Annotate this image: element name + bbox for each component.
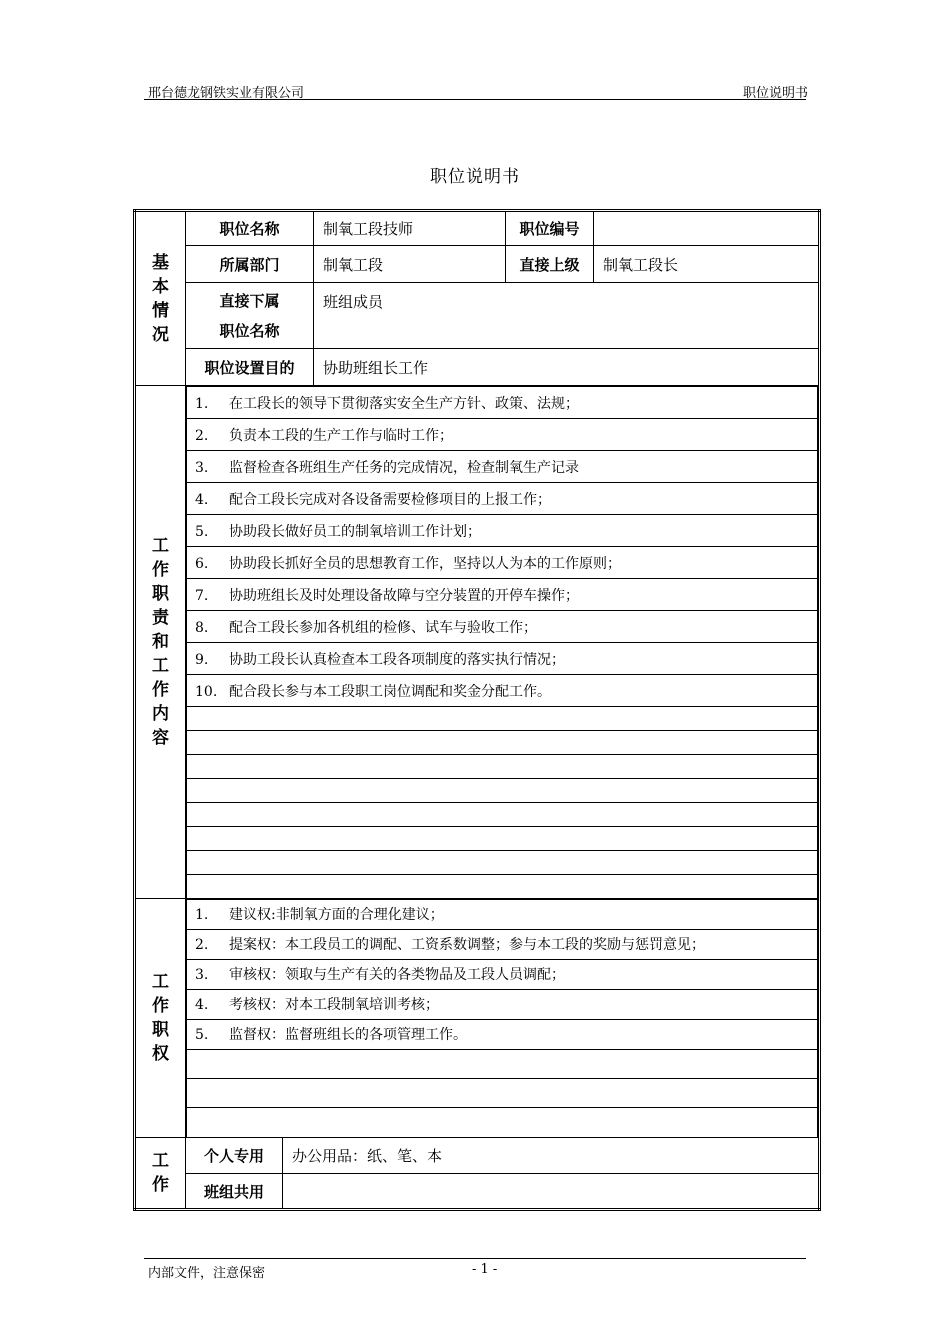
list-item: 8. 配合工段长参加各机组的检修、试车与验收工作； [187, 611, 818, 643]
subordinate-label: 直接下属 职位名称 [186, 283, 314, 349]
list-item: 7. 协助班组长及时处理设备故障与空分装置的开停车操作； [187, 579, 818, 611]
job-description-table [133, 209, 821, 1211]
department-value: 制氧工段 [314, 246, 506, 283]
empty-row [187, 851, 818, 875]
empty-row [187, 827, 818, 851]
position-name-value: 制氧工段技师 [314, 211, 506, 246]
empty-row [187, 1078, 818, 1107]
position-code-label: 职位编号 [506, 211, 594, 246]
page-title: 职位说明书 [430, 167, 520, 187]
empty-row [187, 755, 818, 779]
purpose-label: 职位设置目的 [186, 349, 314, 386]
header-divider [144, 99, 806, 100]
empty-row [187, 1107, 818, 1137]
list-item: 10. 配合段长参与本工段职工岗位调配和奖金分配工作。 [187, 675, 818, 707]
list-item: 3. 监督检查各班组生产任务的完成情况，检查制氧生产记录 [187, 451, 818, 483]
section-basic-info: 基 本 情 况 [135, 211, 186, 386]
empty-row [187, 875, 818, 898]
authority-list [186, 899, 818, 1138]
shared-use-label: 班组共用 [186, 1174, 283, 1210]
empty-row [187, 1049, 818, 1078]
list-item: 4. 配合工段长完成对各设备需要检修项目的上报工作； [187, 483, 818, 515]
footer-note: 内部文件，注意保密 [148, 1266, 266, 1281]
list-item: 5. 监督权：监督班组长的各项管理工作。 [187, 1019, 818, 1049]
list-item: 2. 提案权：本工段员工的调配、工资系数调整；参与本工段的奖励与惩罚意见； [187, 929, 818, 959]
duties-list [186, 386, 818, 898]
section-tools: 工 作 [135, 1138, 186, 1210]
section-authority: 工 作 职 权 [135, 898, 186, 1138]
header-doc-type: 职位说明书 [742, 86, 808, 101]
superior-value: 制氧工段长 [594, 246, 820, 283]
list-item: 4. 考核权：对本工段制氧培训考核； [187, 989, 818, 1019]
personal-use-value: 办公用品：纸、笔、本 [283, 1138, 820, 1174]
superior-label: 直接上级 [506, 246, 594, 283]
list-item: 5. 协助段长做好员工的制氧培训工作计划； [187, 515, 818, 547]
empty-row [187, 731, 818, 755]
list-item: 1. 在工段长的领导下贯彻落实安全生产方针、政策、法规； [187, 387, 818, 419]
list-item: 3. 审核权：领取与生产有关的各类物品及工段人员调配； [187, 959, 818, 989]
department-label: 所属部门 [186, 246, 314, 283]
list-item: 6. 协助段长抓好全员的思想教育工作，坚持以人为本的工作原则； [187, 547, 818, 579]
personal-use-label: 个人专用 [186, 1138, 283, 1174]
empty-row [187, 803, 818, 827]
position-code-value [594, 211, 820, 246]
subordinate-value: 班组成员 [314, 283, 820, 349]
list-item: 9. 协助工段长认真检查本工段各项制度的落实执行情况； [187, 643, 818, 675]
shared-use-value [283, 1174, 820, 1210]
position-name-label: 职位名称 [186, 211, 314, 246]
empty-row [187, 707, 818, 731]
empty-row [187, 779, 818, 803]
header-company: 邢台德龙钢铁实业有限公司 [148, 86, 305, 101]
section-duties: 工 作 职 责 和 工 作 内 容 [135, 386, 186, 899]
list-item: 2. 负责本工段的生产工作与临时工作； [187, 419, 818, 451]
list-item: 1. 建议权:非制氧方面的合理化建议； [187, 899, 818, 929]
page-number: - 1 - [472, 1262, 498, 1277]
footer-divider [144, 1258, 806, 1259]
purpose-value: 协助班组长工作 [314, 349, 820, 386]
